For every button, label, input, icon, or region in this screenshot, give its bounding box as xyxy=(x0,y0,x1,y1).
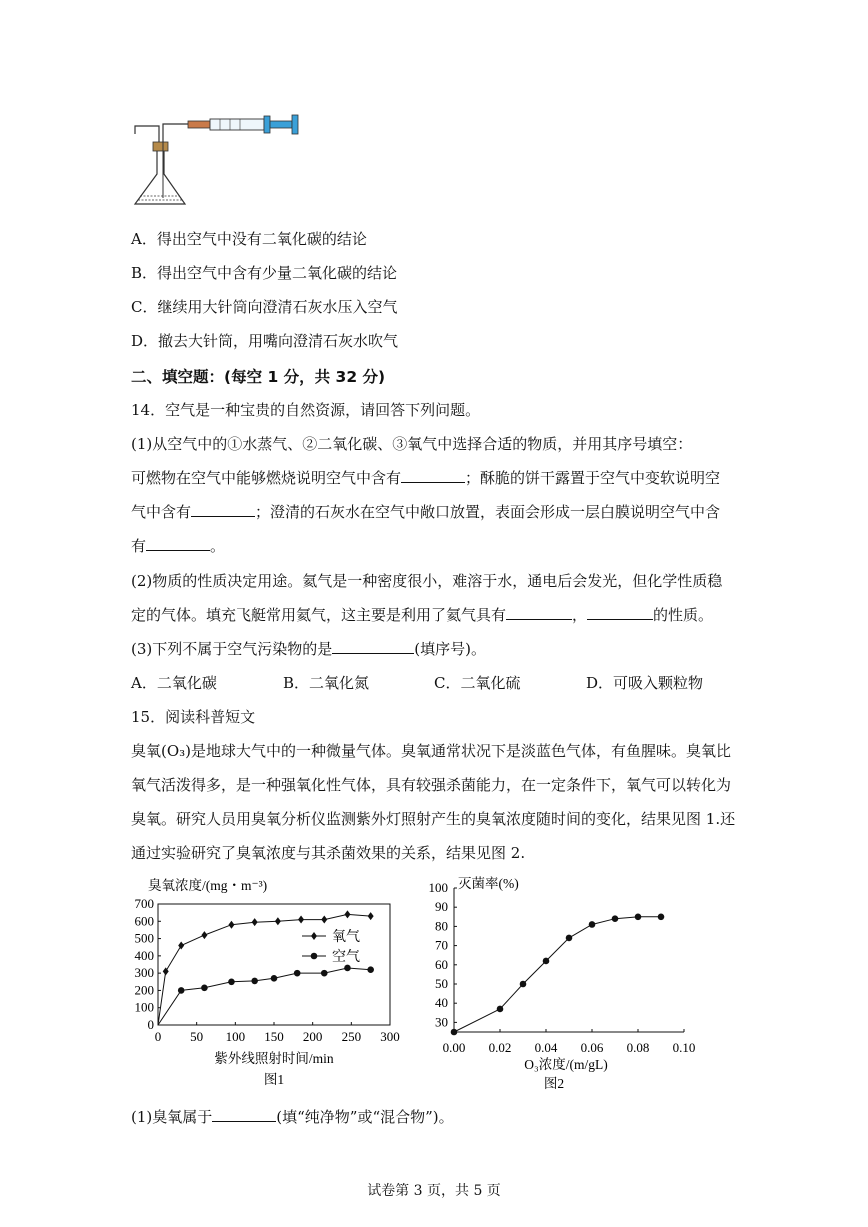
answer-blank[interactable] xyxy=(587,605,653,620)
y-tick-label: 200 xyxy=(134,982,154,998)
y-axis-label: 灭菌率(%) xyxy=(458,876,519,891)
q14-part1-intro: (1)从空气中的①水蒸气、②二氧化碳、③氧气中选择合适的物质，并用其序号填空： xyxy=(131,435,693,453)
y-axis-label: 臭氧浓度/(mg・m⁻³) xyxy=(148,878,268,893)
q14-part3 xyxy=(131,638,486,659)
y-tick-label: 300 xyxy=(134,965,154,981)
q14-text: 定的气体。填充飞艇常用氦气，这主要是利用了氦气具有 xyxy=(131,606,507,624)
legend-marker xyxy=(311,953,318,960)
legend-label: 空气 xyxy=(332,950,360,965)
q14-text: ， xyxy=(572,606,588,624)
y-tick-label: 100 xyxy=(428,880,448,895)
y-tick-label: 70 xyxy=(435,937,448,953)
data-point xyxy=(566,935,573,942)
data-point xyxy=(201,931,207,939)
answer-blank[interactable] xyxy=(191,502,255,517)
data-point xyxy=(612,915,619,922)
q15-paragraph-line: 氧气活泼得多，是一种强氧化性气体，具有较强杀菌能力，在一定条件下，氧气可以转化为 xyxy=(131,776,732,794)
answer-blank[interactable] xyxy=(146,536,210,551)
q14-part2-line1: (2)物质的性质决定用途。氦气是一种密度很小，难溶于水，通电后会发光，但化学性质稳 xyxy=(131,572,723,590)
legend-label: 氧气 xyxy=(332,930,360,945)
q15-paragraph-line: 臭氧(O₃)是地球大气中的一种微量气体。臭氧通常状况下是淡蓝色气体，有鱼腥味。臭氧比 xyxy=(131,742,732,760)
choice-d: D．撤去大针筒，用嘴向澄清石灰水吹气 xyxy=(131,332,399,350)
answer-blank[interactable] xyxy=(506,605,572,620)
data-point xyxy=(271,975,278,982)
data-point xyxy=(251,978,258,985)
y-tick-label: 500 xyxy=(134,930,154,946)
q15-paragraph-line: 通过实验研究了臭氧浓度与其杀菌效果的关系，结果见图 2. xyxy=(131,844,526,862)
figure-caption: 图2 xyxy=(543,1076,565,1091)
data-point xyxy=(344,910,350,918)
figure-caption: 图1 xyxy=(263,1072,285,1087)
x-tick-label: 0.06 xyxy=(580,1040,604,1055)
x-tick-label: 300 xyxy=(380,1029,400,1044)
q14-option-a: A．二氧化碳 xyxy=(131,674,217,692)
y-tick-label: 600 xyxy=(134,913,154,929)
x-tick-label: 0.00 xyxy=(442,1040,466,1055)
data-point xyxy=(228,921,234,929)
q14-part1-line3 xyxy=(131,535,225,556)
q14-text: 的性质。 xyxy=(653,606,714,624)
data-point xyxy=(497,1006,504,1013)
x-tick-label: 0.08 xyxy=(626,1040,650,1055)
x-tick-label: 200 xyxy=(302,1029,323,1044)
q14-option-d: D．可吸入颗粒物 xyxy=(586,674,704,692)
choice-a: A．得出空气中没有二氧化碳的结论 xyxy=(131,230,367,248)
q14-part2-line2 xyxy=(131,604,713,625)
q14-option-b: B．二氧化氮 xyxy=(283,674,370,692)
q14-part1-line1 xyxy=(131,467,720,488)
page-footer: 试卷第 3 页，共 5 页 xyxy=(367,1183,501,1199)
legend-marker xyxy=(311,932,317,940)
y-tick-label: 40 xyxy=(435,995,448,1011)
apparatus-illustration xyxy=(130,112,305,212)
data-point xyxy=(368,912,374,920)
y-tick-label: 700 xyxy=(134,896,154,911)
series-line xyxy=(158,968,371,1025)
data-point xyxy=(298,916,304,924)
data-point xyxy=(451,1029,458,1036)
y-tick-label: 90 xyxy=(435,899,448,915)
series-line xyxy=(454,917,661,1032)
q14-text: 。 xyxy=(210,537,226,555)
q14-stem: 14．空气是一种宝贵的自然资源，请回答下列问题。 xyxy=(131,401,481,419)
data-point xyxy=(275,917,281,925)
data-point xyxy=(178,987,185,994)
data-point xyxy=(589,921,596,928)
data-point xyxy=(520,981,527,988)
y-tick-label: 80 xyxy=(435,918,448,934)
x-tick-label: 0 xyxy=(154,1029,162,1044)
figure-2-sterilization-rate-chart xyxy=(420,870,696,1095)
q15-stem: 15．阅读科普短文 xyxy=(131,708,256,726)
y-tick-label: 60 xyxy=(435,956,448,972)
q15-text: (填“纯净物”或“混合物”)。 xyxy=(276,1108,454,1126)
data-point xyxy=(658,914,665,921)
q14-text: ；澄清的石灰水在空气中敞口放置，表面会形成一层白膜说明空气中含 xyxy=(255,503,721,521)
data-point xyxy=(228,978,235,985)
data-point xyxy=(252,918,258,926)
y-tick-label: 0 xyxy=(147,1017,154,1032)
choice-c: C．继续用大针筒向澄清石灰水压入空气 xyxy=(131,298,398,316)
q15-paragraph-line: 臭氧。研究人员用臭氧分析仪监测紫外灯照射产生的臭氧浓度随时间的变化，结果见图 1.还 xyxy=(131,810,736,828)
data-point xyxy=(321,970,328,977)
x-tick-label: 100 xyxy=(225,1029,246,1044)
section-heading: 二、填空题：(每空 1 分，共 32 分) xyxy=(131,368,386,386)
x-axis-label: O₃浓度/(m/gL) xyxy=(524,1057,608,1072)
x-axis-label: 紫外线照射时间/min xyxy=(214,1051,334,1066)
data-point xyxy=(367,966,374,973)
figure-1-ozone-concentration-chart xyxy=(124,870,414,1095)
data-point xyxy=(344,965,351,972)
y-tick-label: 400 xyxy=(134,947,154,963)
y-tick-label: 100 xyxy=(134,999,154,1015)
y-tick-label: 30 xyxy=(435,1014,448,1030)
x-tick-label: 150 xyxy=(264,1029,284,1044)
data-point xyxy=(321,916,327,924)
data-point xyxy=(635,914,642,921)
x-tick-label: 0.02 xyxy=(488,1040,512,1055)
x-tick-label: 50 xyxy=(190,1029,204,1044)
q14-part1-line2 xyxy=(131,501,720,522)
q15-sub1 xyxy=(131,1106,454,1127)
data-point xyxy=(201,985,208,992)
data-point xyxy=(294,970,301,977)
data-point xyxy=(543,958,550,965)
q14-text: (3)下列不属于空气污染物的是 xyxy=(131,640,333,658)
choice-b: B．得出空气中含有少量二氧化碳的结论 xyxy=(131,264,398,282)
y-tick-label: 50 xyxy=(435,976,448,991)
x-tick-label: 0.10 xyxy=(672,1040,696,1055)
q14-option-c: C．二氧化硫 xyxy=(434,674,521,692)
x-tick-label: 250 xyxy=(341,1029,362,1044)
x-tick-label: 0.04 xyxy=(534,1040,558,1055)
q14-text: 可燃物在空气中能够燃烧说明空气中含有 xyxy=(131,469,402,487)
q14-text: 气中含有 xyxy=(131,503,192,521)
q14-text: (填序号)。 xyxy=(414,640,486,658)
answer-blank[interactable] xyxy=(332,639,414,654)
answer-blank[interactable] xyxy=(212,1107,276,1122)
answer-blank[interactable] xyxy=(401,468,465,483)
q15-text: (1)臭氧属于 xyxy=(131,1108,213,1126)
q14-text: 有 xyxy=(131,537,147,555)
q14-text: ；酥脆的饼干露置于空气中变软说明空 xyxy=(465,469,721,487)
